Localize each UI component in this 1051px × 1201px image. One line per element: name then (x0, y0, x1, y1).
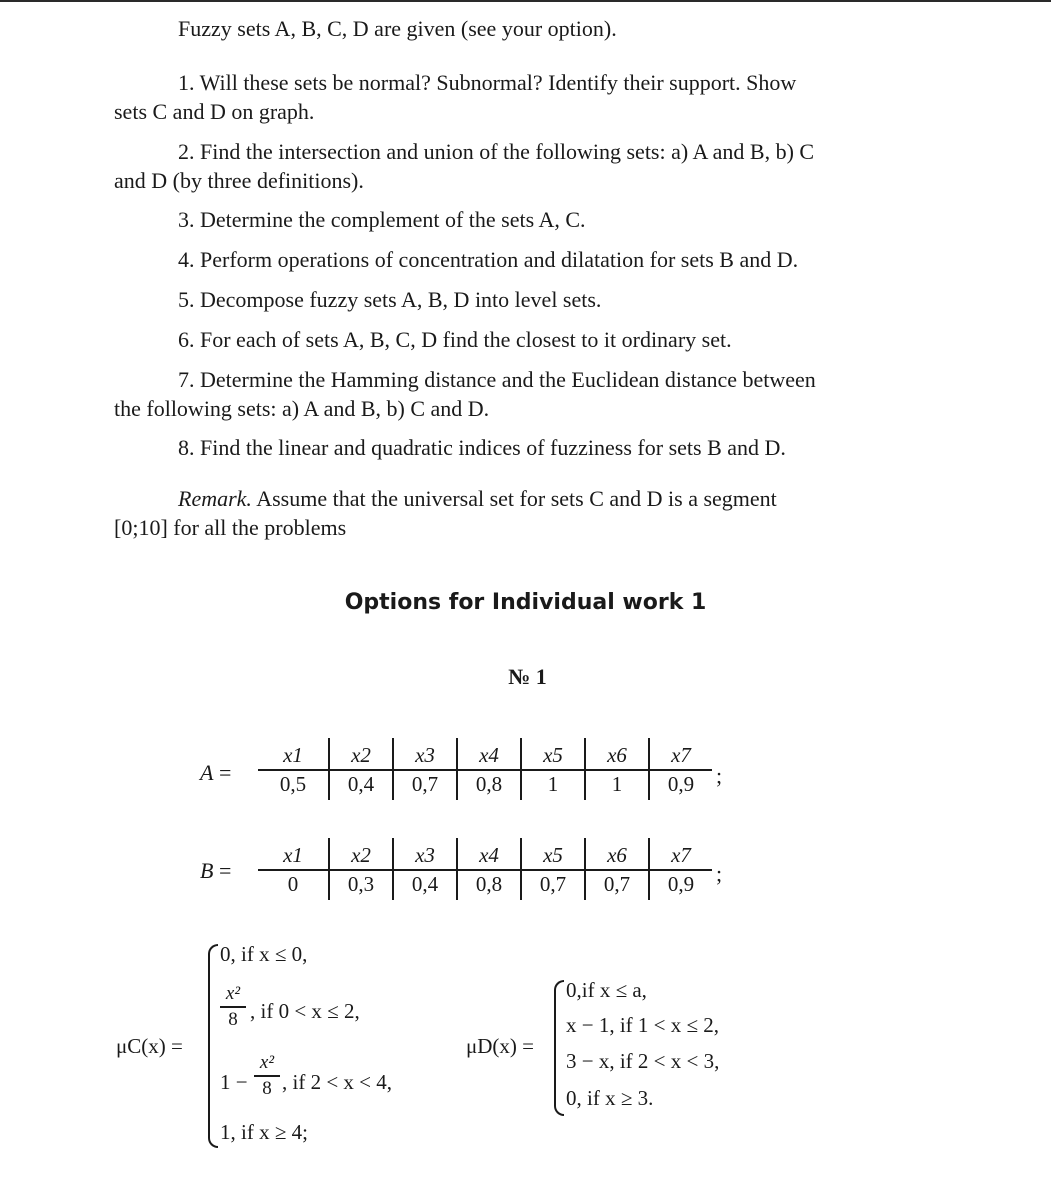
mu-c-case-2-fraction (220, 983, 246, 1031)
mu-c-case-3-fraction (254, 1052, 280, 1100)
remark-label: Remark. (178, 486, 252, 511)
membership-value: 0,9 (667, 772, 695, 796)
set-a-name: A (200, 760, 214, 785)
options-heading: Options for Individual work 1 (344, 590, 707, 615)
membership-value: 0,4 (347, 772, 375, 796)
set-b-equals: = (213, 858, 232, 883)
variant-number: № 1 (508, 664, 547, 689)
membership-value: 0,8 (475, 872, 503, 896)
task-7-line-1: 7. Determine the Hamming distance and the Euclidean distance between (178, 367, 816, 392)
element-name: x1 (283, 843, 303, 867)
set-b-table (258, 838, 712, 900)
mu-d-case-3: 3 − x, if 2 < x < 3, (566, 1049, 720, 1073)
element-name: x5 (543, 843, 563, 867)
task-2-line-1: 2. Find the intersection and union of the following sets: a) A and B, b) C (178, 139, 815, 164)
remark-text: Assume that the universal set for sets C and D is a segment (251, 486, 777, 511)
mu-c-brace (208, 944, 218, 1148)
task-7-line-2: the following sets: a) A and B, b) C and D. (114, 396, 490, 421)
mu-c-case-3-prefix: 1 − (220, 1070, 248, 1094)
task-4: 4. Perform operations of concentration and dilatation for sets B and D. (178, 247, 799, 272)
element-name: x7 (671, 843, 691, 867)
task-6: 6. For each of sets A, B, C, D find the closest to it ordinary set. (178, 327, 732, 352)
set-a-label (200, 760, 231, 786)
mu-c-case-2-condition: , if 0 < x ≤ 2, (250, 999, 360, 1023)
task-1-line-2: sets C and D on graph. (114, 99, 315, 124)
set-a-table (258, 738, 712, 800)
mu-c-case-4: 1, if x ≥ 4; (220, 1120, 308, 1144)
task-5: 5. Decompose fuzzy sets A, B, D into level sets. (178, 287, 602, 312)
mu-c-case-1: 0, if x ≤ 0, (220, 942, 308, 966)
task-1-line-1: 1. Will these sets be normal? Subnormal? Identify their support. Show (178, 70, 797, 95)
mu-c-case-2-numerator: x² (225, 983, 241, 1004)
membership-value: 0,3 (347, 872, 375, 896)
task-2-line-2: and D (by three definitions). (114, 168, 364, 193)
top-rule (0, 0, 1051, 2)
mu-c-case-2-denominator: 8 (228, 1008, 238, 1030)
element-name: x6 (607, 743, 627, 767)
remark-line-1 (178, 484, 777, 513)
element-name: x6 (607, 843, 627, 867)
remark-line-2: [0;10] for all the problems (114, 515, 347, 540)
element-name: x2 (351, 743, 371, 767)
mu-c-case-3-numerator: x² (259, 1052, 275, 1073)
membership-value: 0 (287, 872, 299, 896)
intro-text: Fuzzy sets A, B, C, D are given (see your option). (178, 16, 617, 41)
set-b-terminator: ; (716, 861, 723, 886)
membership-value: 1 (611, 772, 623, 796)
element-name: x5 (543, 743, 563, 767)
membership-value: 0,8 (475, 772, 503, 796)
mu-d-brace (554, 980, 564, 1116)
mu-c-case-3-condition: , if 2 < x < 4, (282, 1070, 393, 1094)
membership-value: 0,7 (539, 872, 567, 896)
membership-value: 0,7 (411, 772, 439, 796)
mu-c-case-3-bar (254, 1075, 280, 1077)
task-3: 3. Determine the complement of the sets A, C. (178, 207, 586, 232)
membership-value: 0,5 (279, 772, 307, 796)
set-b-name: B (200, 858, 214, 883)
element-name: x4 (479, 843, 499, 867)
mu-c-case-2-bar (220, 1006, 246, 1008)
element-name: x7 (671, 743, 691, 767)
mu-c-label: μC(x) = (116, 1034, 183, 1058)
membership-value: 1 (547, 772, 559, 796)
mu-d-label: μD(x) = (466, 1034, 535, 1058)
set-b-fraction-bar (258, 869, 712, 871)
membership-value: 0,4 (411, 872, 439, 896)
element-name: x4 (479, 743, 499, 767)
set-a-fraction-bar (258, 769, 712, 771)
mu-c-case-3-denominator: 8 (262, 1077, 272, 1099)
membership-value: 0,7 (603, 872, 631, 896)
element-name: x2 (351, 843, 371, 867)
set-a-terminator: ; (716, 763, 723, 788)
element-name: x3 (415, 843, 435, 867)
mu-d-case-1: 0,if x ≤ a, (566, 978, 647, 1002)
mu-d-case-4: 0, if x ≥ 3. (566, 1086, 654, 1110)
set-a-equals: = (213, 760, 232, 785)
task-8: 8. Find the linear and quadratic indices of fuzziness for sets B and D. (178, 435, 786, 460)
membership-value: 0,9 (667, 872, 695, 896)
element-name: x3 (415, 743, 435, 767)
set-b-label (200, 858, 231, 884)
mu-d-case-2: x − 1, if 1 < x ≤ 2, (566, 1013, 720, 1037)
element-name: x1 (283, 743, 303, 767)
